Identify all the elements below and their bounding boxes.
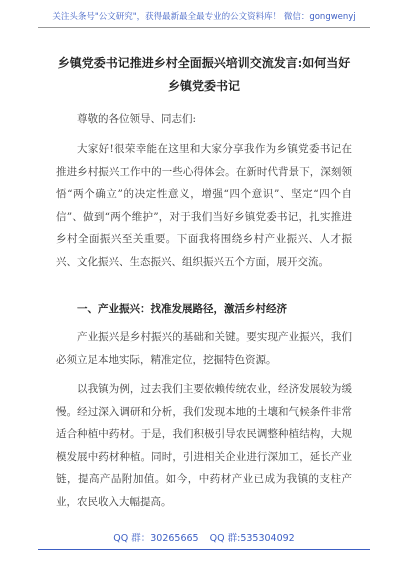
- footer-bar: [0, 530, 408, 544]
- section-1-paragraph-1: 产业振兴是乡村振兴的基础和关键。要实现产业振兴，我们必须立足本地实际，精准定位，挖掘特色资源。: [56, 331, 352, 366]
- intro-paragraph: 大家好!很荣幸能在这里和大家分享我作为乡镇党委书记在推进乡村振兴工作中的一些心得体会。在新时代背景下，深刻领悟“两个确立”的决定性意义，增强“四个意识”、坚定“四个自信”、做到“两个维护”，对于我们当好乡镇党委书记，扎实推进乡村全面振兴至关重要。下面我将围绕乡村产业振兴、人才振兴、文化振兴、生态振兴、组织振兴五个方面，展开交流。: [56, 143, 352, 268]
- footer-divider: [38, 549, 370, 550]
- salutation: 尊敬的各位领导、同志们:: [77, 113, 197, 125]
- qq-group-2-label: QQ 群:535304092: [209, 533, 295, 544]
- header-banner: 关注头条号"公文研究"，获得最新最全最专业的公文资料库！ 微信：gongwenyj: [52, 12, 356, 22]
- header-divider: [38, 27, 370, 28]
- section-1-paragraph-2: 以我镇为例，过去我们主要依赖传统农业，经济发展较为缓慢。经过深入调研和分析，我们发现本地的土壤和气候条件非常适合种植中药材。于是，我们积极引导农民调整种植结构，大规模发展中药材种植。同时，引进相关企业进行深加工，延长产业链，提高产品附加值。如今，中药材产业已成为我镇的支柱产业，农民收入大幅提高。: [56, 383, 352, 508]
- section-heading-1: 一、产业振兴：找准发展路径，激活乡村经济: [77, 303, 287, 315]
- qq-group-1-label: QQ 群：30265665: [113, 533, 199, 544]
- document-title: 乡镇党委书记推进乡村全面振兴培训交流发言:如何当好乡镇党委书记: [57, 56, 351, 93]
